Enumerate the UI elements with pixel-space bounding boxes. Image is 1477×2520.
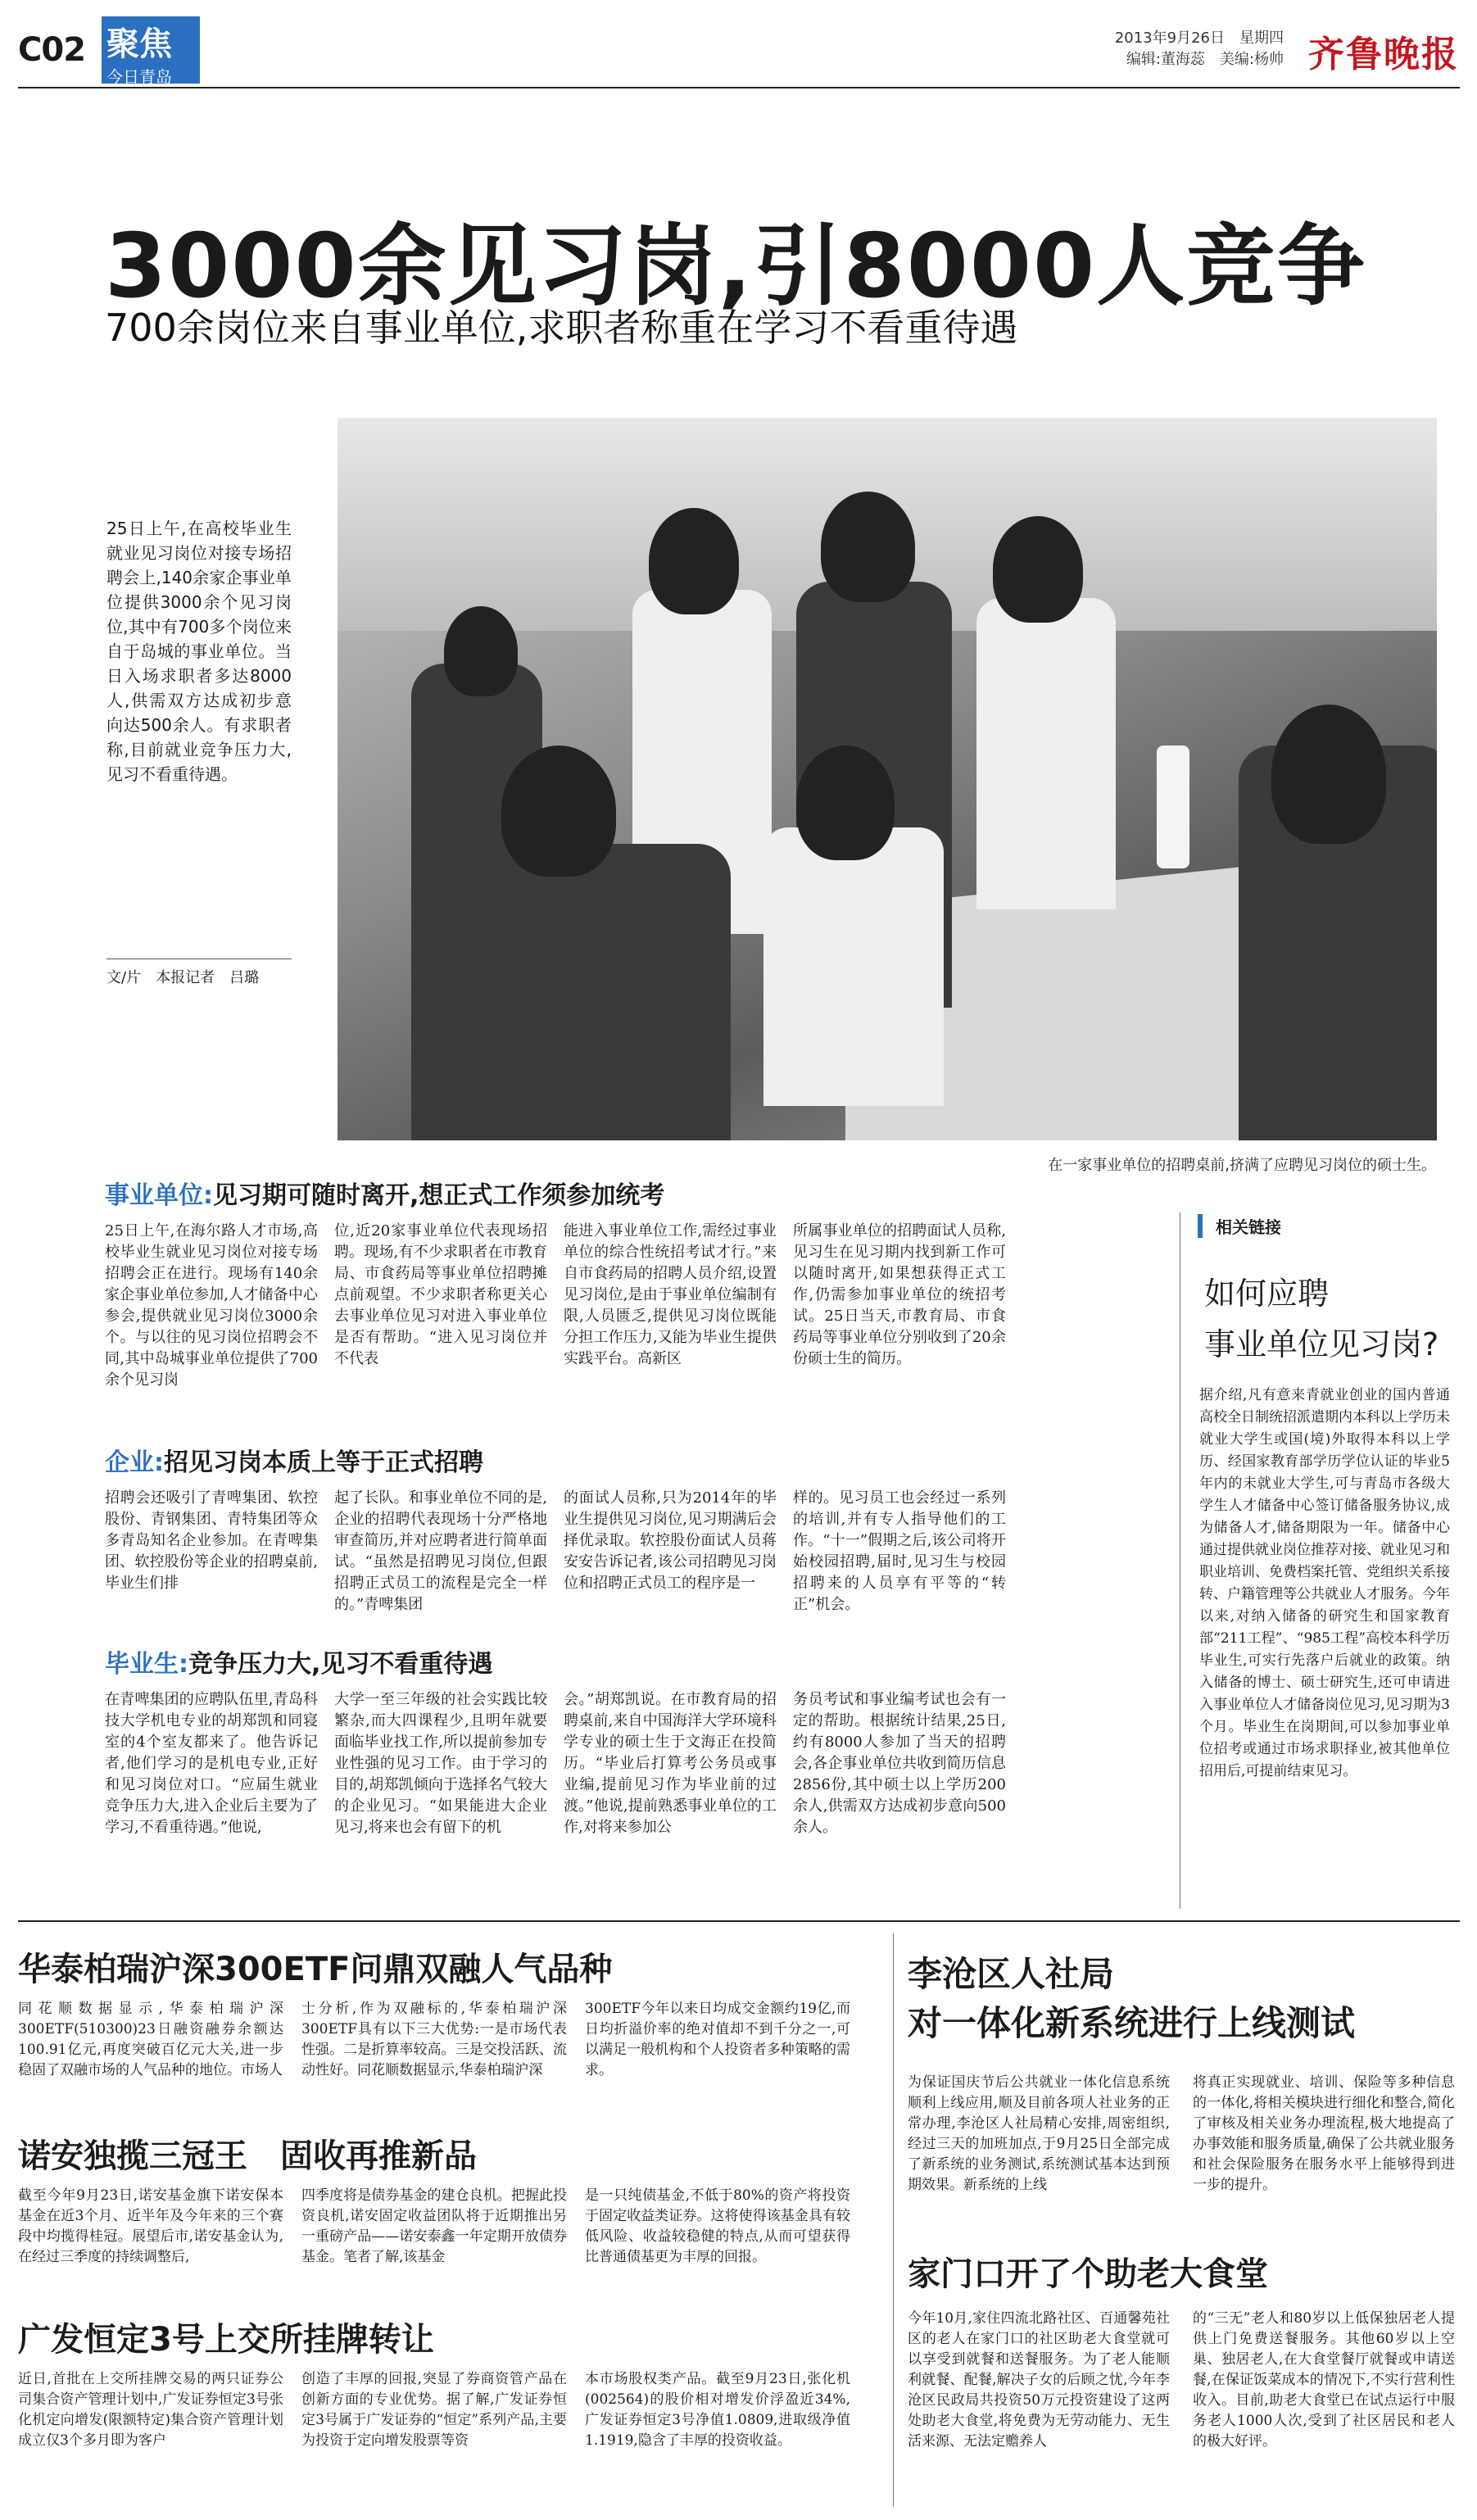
article-column: 的面试人员称,只为2014年的毕业生提供见习岗位,见习期满后会择优录取。软控股份面试人员蒋安安告诉记者,该公司招聘见习岗位和招聘正式员工的程序是一 xyxy=(564,1489,777,1592)
story-column: 300ETF今年以来日均成交金额约19亿,而日均折溢价率的绝对值却不到千分之一,可以满足一般机构和个人投资者多种策略的需求。 xyxy=(585,2001,850,2078)
header-meta xyxy=(1115,28,1284,70)
section-title: 竞争压力大,见习不看重待遇 xyxy=(188,1650,493,1679)
section-title: 见习期可随时离开,想正式工作须参加统考 xyxy=(213,1181,665,1210)
story-column: 截至今年9月23日,诺安基金旗下诺安保本基金在近3个月、近半年及今年来的三个赛段中均揽得桂冠。展望后市,诺安基金认为,在经过三季度的持续调整后, xyxy=(18,2187,283,2265)
story-headline-line: 对一体化新系统进行上线测试 xyxy=(908,2003,1356,2043)
section-title: 招见习岗本质上等于正式招聘 xyxy=(164,1448,483,1477)
story-headline-line: 李沧区人社局 xyxy=(908,1954,1115,1994)
section-key: 事业单位: xyxy=(105,1181,213,1210)
story-headline: 家门口开了个助老大食堂 xyxy=(908,2255,1268,2293)
article-column: 会。”胡郑凯说。在市教育局的招聘桌前,来自中国海洋大学环境科学专业的硕士生于文海正在投简历。“毕业后打算考公务员或事业编,提前见习作为毕业前的过渡。”他说,提前熟悉事业单位的工作,对将来参加公 xyxy=(564,1691,777,1836)
article-column: 招聘会还吸引了青啤集团、软控股份、青钢集团、青特集团等众多青岛知名企业参加。在青啤集团、软控股份等企业的招聘桌前,毕业生们排 xyxy=(105,1489,318,1592)
news-photo xyxy=(338,418,1437,1140)
article-column: 务员考试和事业编考试也会有一定的帮助。根据统计结果,25日,约有8000人参加了当天的招聘会,各企事业单位共收到简历信息2856份,其中硕士以上学历200余人,供需双方达成初步意向500余人。 xyxy=(793,1691,1006,1836)
story-column: 为保证国庆节后公共就业一体化信息系统顺利上线应用,顺及目前各项人社业务的正常办理,李沧区人社局精心安排,周密组织,经过三天的加班加点,于9月25日全部完成了新系统的业务测试,系统测试基本达到预期效果。新系统的上线 xyxy=(908,2074,1170,2193)
section-heading-public-units xyxy=(105,1175,664,1211)
story-column: 同花顺数据显示,华泰柏瑞沪深300ETF(510300)23日融资融券余额达100.91亿元,再度突破百亿元大关,进一步稳固了双融市场的人气品种的地位。市场人 xyxy=(18,2001,283,2078)
related-link-tag: 相关链接 xyxy=(1198,1214,1281,1238)
story-column: 四季度将是债券基金的建仓良机。把握此投资良机,诺安固定收益团队将于近期推出另一重磅产品——诺安泰鑫一年定期开放债券基金。笔者了解,该基金 xyxy=(301,2187,567,2265)
article-column: 25日上午,在海尔路人才市场,高校毕业生就业见习岗位对接专场招聘会正在进行。现场有140余家企事业单位参加,人才储备中心参会,提供就业见习岗位3000余个。与以往的见习岗位招聘会不同,其中岛城事业单位提供了700余个见习岗 xyxy=(105,1222,318,1389)
story-column: 的“三无”老人和80岁以上低保独居老人提供上门免费送餐服务。其他60岁以上空巢、独居老人,在大食堂餐厅就餐或申请送餐,在保证饭菜成本的情况下,不实行营利性收入。目前,助老大食堂已在试点运行中服务老人1000人次,受到了社区居民和老人的极大好评。 xyxy=(1193,2310,1455,2450)
section-subtitle: 今日青岛 xyxy=(106,67,172,87)
bottom-divider xyxy=(893,1933,894,2507)
main-headline: 3000余见习岗,引8000人竞争 xyxy=(105,215,1367,318)
header-rule xyxy=(18,87,1460,88)
main-subhead: 700余岗位来自事业单位,求职者称重在学习不看重待遇 xyxy=(105,306,1018,350)
story-column: 近日,首批在上交所挂牌交易的两只证券公司集合资产管理计划中,广发证券恒定3号张化机定向增发(限额特定)集合资产管理计划成立仅3个多月即为客户 xyxy=(18,2371,283,2449)
sidebar-title xyxy=(1204,1268,1438,1370)
page-number: C02 xyxy=(18,31,86,69)
section-heading-enterprises xyxy=(105,1442,483,1478)
section-key: 企业: xyxy=(105,1448,164,1477)
story-column: 本市场股权类产品。截至9月23日,张化机(002564)的股价相对增发价浮盈近34%,广发证券恒定3号净值1.0809,进取级净值1.1919,隐含了丰厚的投资收益。 xyxy=(585,2371,850,2449)
article-column: 能进入事业单位工作,需经过事业单位的综合性统招考试才行。”来自市食药局的招聘人员介绍,设置见习岗位,是由于事业单位编制有限,人员匮乏,提供见习岗位既能分担工作压力,又能为毕业生提供实践平台。高新区 xyxy=(564,1222,777,1367)
date-line: 2013年9月26日 星期四 xyxy=(1114,29,1284,47)
lead-paragraph: 25日上午,在高校毕业生就业见习岗位对接专场招聘会上,140余家企事业单位提供3000余个见习岗位,其中有700多个岗位来自于岛城的事业单位。当日入场求职者多达8000人,供需双方达成初步意向达500余人。有求职者称,目前就业竞争压力大,见习不看重待遇。 xyxy=(106,519,292,784)
story-headline: 广发恒定3号上交所挂牌转让 xyxy=(18,2321,434,2359)
article-column: 样的。见习员工也会经过一系列的培训,并有专人指导他们的工作。“十一”假期之后,该公司将开始校园招聘,届时,见习生与校园招聘来的人员享有平等的“转正”机会。 xyxy=(793,1489,1006,1613)
sidebar-title-line: 如何应聘 xyxy=(1204,1276,1330,1312)
article-column: 所属事业单位的招聘面试人员称,见习生在见习期内找到新工作可以随时离开,如果想获得正式工作,仍需参加事业单位的统招考试。25日当天,市教育局、市食药局等事业单位分别收到了20余份硕士生的简历。 xyxy=(793,1222,1006,1367)
sidebar-body: 据介绍,凡有意来青就业创业的国内普通高校全日制统招派遣期内本科以上学历未就业大学生或国(境)外取得本科以上学历、经国家教育部学历学位认证的毕业5年内的未就业大学生,可与青岛市各级大学生人才储备中心签订储备服务协议,成为储备人才,储备期限为一年。储备中心通过提供就业岗位推荐对接、就业见习和职业培训、免费档案托管、党组织关系接转、户籍管理等公共就业人才服务。今年以来,对纳入储备的研究生和国家教育部“211工程”、“985工程”高校本科学历毕业生,可实行先落户后就业的政策。纳入储备的博士、硕士研究生,还可申请进入事业单位人才储备岗位见习,见习期为3个月。毕业生在岗期间,可以参加事业单位招考或通过市场求职择业,被其他单位招用后,可提前结束见习。 xyxy=(1199,1387,1450,1779)
story-column: 创造了丰厚的回报,突显了券商资管产品在创新方面的专业优势。据了解,广发证券恒定3号属于广发证券的“恒定”系列产品,主要为投资于定向增发股票等资 xyxy=(301,2371,567,2449)
article-column: 起了长队。和事业单位不同的是,企业的招聘代表现场十分严格地审查简历,并对应聘者进行简单面试。“虽然是招聘见习岗位,但跟招聘正式员工的流程是完全一样的。”青啤集团 xyxy=(334,1489,547,1613)
article-column: 在青啤集团的应聘队伍里,青岛科技大学机电专业的胡郑凯和同寝室的4个室友都来了。他告诉记者,他们学习的是机电专业,正好和见习岗位对口。“应届生就业竞争压力大,进入企业后主要为了学习,不看重待遇。”他说, xyxy=(105,1691,318,1836)
byline: 文/片 本报记者 吕璐 xyxy=(106,959,292,987)
story-column: 将真正实现就业、培训、保险等多种信息的一体化,将相关模块进行细化和整合,简化了审核及相关业务办理流程,极大地提高了办事效能和服务质量,确保了公共就业服务和社会保险服务在服务水平上能够得到进一步的提升。 xyxy=(1193,2074,1455,2193)
bottom-rule xyxy=(18,1920,1460,1922)
section-heading-graduates xyxy=(105,1643,492,1679)
story-headline: 诺安独揽三冠王 固收再推新品 xyxy=(18,2137,477,2175)
story-headline: 华泰柏瑞沪深300ETF问鼎双融人气品种 xyxy=(18,1951,613,1988)
article-column: 位,近20家事业单位代表现场招聘。现场,有不少求职者在市教育局、市食药局等事业单位招聘摊点前观望。不少求职者称更关心去事业单位见习对进入事业单位是否有帮助。“进入见习岗位并不代表 xyxy=(334,1222,547,1367)
story-column: 今年10月,家住四流北路社区、百通馨苑社区的老人在家门口的社区助老大食堂就可以享受到就餐和送餐服务。为了老人能顺利就餐、配餐,解决子女的后顾之忧,今年李沧区民政局共投资50万元投资建设了这两处助老大食堂,将免费为无劳动能力、无生活来源、无法定赡养人 xyxy=(908,2310,1170,2450)
article-column: 大学一至三年级的社会实践比较繁杂,而大四课程少,且明年就要面临毕业找工作,所以提前参加专业性强的见习工作。由于学习的目的,胡郑凯倾向于选择名气较大的企业见习。“如果能进大企业见习,将来也会有留下的机 xyxy=(334,1691,547,1836)
story-column: 士分析,作为双融标的,华泰柏瑞沪深300ETF具有以下三大优势:一是市场代表性强。二是折算率较高。三是交投活跃、流动性好。同花顺数据显示,华泰柏瑞沪深 xyxy=(301,2001,567,2078)
section-key: 毕业生: xyxy=(105,1650,188,1679)
story-column: 是一只纯债基金,不低于80%的资产将投资于固定收益类证券。这将使得该基金具有较低风险、收益较稳健的特点,从而可望获得比普通债基更为丰厚的回报。 xyxy=(585,2187,850,2265)
sidebar-title-line: 事业单位见习岗? xyxy=(1204,1326,1439,1362)
section-name: 聚焦 xyxy=(106,25,172,63)
editors-line: 编辑:董海蕊 美编:杨帅 xyxy=(1126,51,1284,68)
newspaper-logo: 齐鲁晚报 xyxy=(1308,34,1459,75)
photo-caption: 在一家事业单位的招聘桌前,挤满了应聘见习岗位的硕士生。 xyxy=(1048,1157,1436,1174)
story-headline xyxy=(908,1950,1355,2048)
